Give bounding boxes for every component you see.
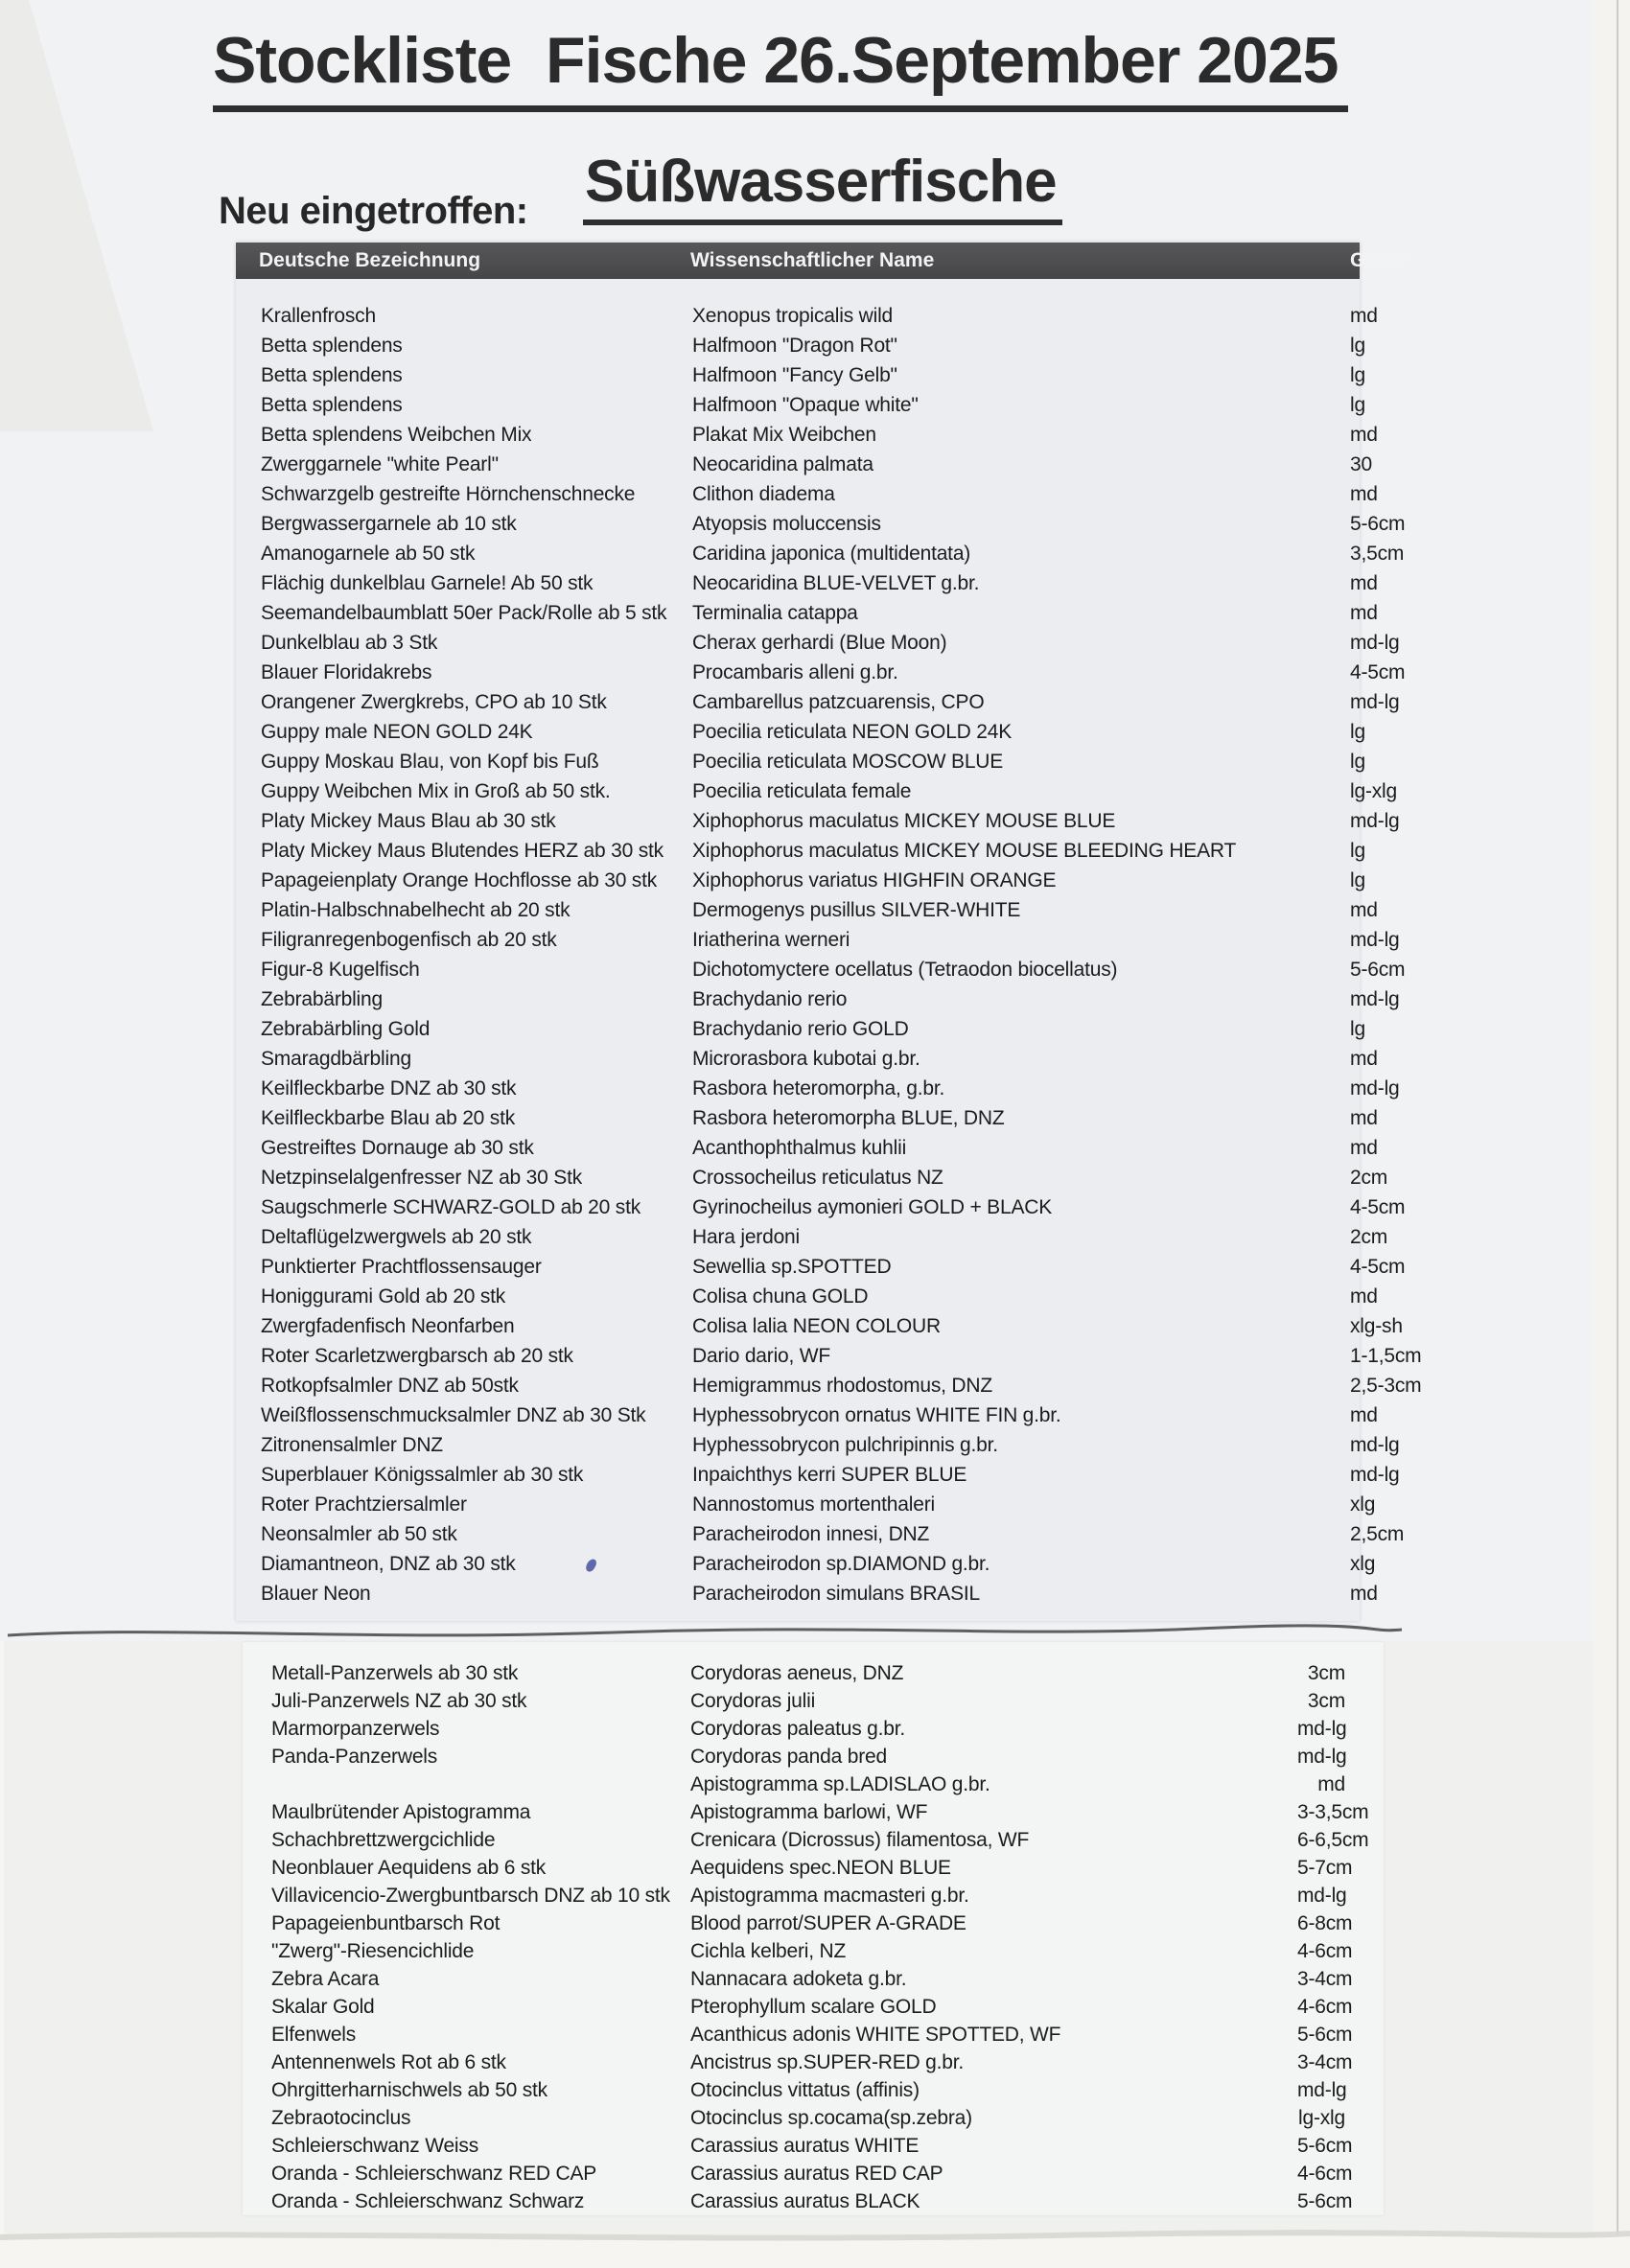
table-body-page2: [243, 1659, 1384, 2215]
table-row: [271, 2132, 1353, 2160]
size-cell: 5-6cm: [1350, 958, 1406, 981]
scientific-name-cell: Apistogramma barlowi, WF: [690, 1800, 928, 1823]
table-row: [261, 420, 1378, 450]
german-name-cell: Punktierter Prachtflossensauger: [261, 1255, 542, 1278]
table-row: [261, 450, 1372, 479]
size-cell: md: [1350, 1284, 1378, 1308]
scientific-name-cell: Xiphophorus maculatus MICKEY MOUSE BLUE: [692, 809, 1116, 832]
size-cell: 4-6cm: [1297, 1939, 1353, 1962]
size-cell: 5-6cm: [1297, 2023, 1353, 2046]
size-cell: md: [1317, 1772, 1345, 1795]
german-name-cell: Gestreiftes Dornauge ab 30 stk: [261, 1136, 534, 1159]
table-row: [271, 1937, 1353, 1965]
size-cell: 4-5cm: [1350, 660, 1406, 683]
size-cell: lg-xlg: [1298, 2106, 1345, 2129]
scientific-name-cell: Terminalia catappa: [692, 601, 858, 624]
table-row: [261, 1192, 1406, 1222]
scientific-name-cell: Pterophyllum scalare GOLD: [690, 1995, 937, 2018]
german-name-cell: Platy Mickey Maus Blau ab 30 stk: [261, 809, 556, 832]
scientific-name-cell: Cherax gerhardi (Blue Moon): [692, 631, 947, 654]
german-name-cell: Figur-8 Kugelfisch: [261, 958, 420, 981]
size-cell: 2cm: [1350, 1225, 1388, 1248]
scientific-name-cell: Dario dario, WF: [692, 1344, 831, 1367]
table-row: [261, 1014, 1365, 1044]
scientific-name-cell: Apistogramma sp.LADISLAO g.br.: [690, 1772, 990, 1795]
german-name-cell: Superblauer Königssalmler ab 30 stk: [261, 1463, 584, 1486]
size-cell: md: [1350, 423, 1378, 446]
table-row: [271, 1715, 1345, 1743]
table-row: [261, 1252, 1406, 1282]
column-header-scientific: Wissenschaftlicher Name: [690, 249, 935, 271]
german-name-cell: Zebrabärbling Gold: [261, 1017, 431, 1040]
german-name-cell: Zwerggarnele "white Pearl": [261, 452, 499, 475]
size-cell: 4-5cm: [1350, 1195, 1406, 1218]
size-cell: lg: [1350, 720, 1365, 743]
scientific-name-cell: Crenicara (Dicrossus) filamentosa, WF: [690, 1828, 1030, 1851]
table-row: [261, 1460, 1400, 1490]
german-name-cell: Blauer Neon: [261, 1582, 371, 1605]
german-name-cell: Guppy Moskau Blau, von Kopf bis Fuß: [261, 750, 599, 773]
size-cell: lg: [1350, 334, 1365, 357]
table-header: [236, 243, 1409, 279]
scientific-name-cell: Gyrinocheilus aymonieri GOLD + BLACK: [692, 1195, 1053, 1218]
table-row: [261, 479, 1378, 509]
scientific-name-cell: Rasbora heteromorpha BLUE, DNZ: [692, 1106, 1005, 1129]
column-header-size: Größe: [1350, 249, 1409, 271]
german-name-cell: Seemandelbaumblatt 50er Pack/Rolle ab 5 stk: [261, 601, 667, 624]
new-arrivals-label: Neu eingetroffen:: [219, 190, 528, 232]
table-row: [261, 806, 1400, 836]
german-name-cell: Bergwassergarnele ab 10 stk: [261, 512, 517, 535]
size-cell: md-lg: [1297, 1884, 1347, 1907]
size-cell: 1-1,5cm: [1350, 1344, 1422, 1367]
german-name-cell: Blauer Floridakrebs: [261, 660, 432, 683]
size-cell: 3-4cm: [1297, 2050, 1353, 2073]
table-row: [271, 1770, 1345, 1798]
german-name-cell: Schleierschwanz Weiss: [271, 2134, 478, 2157]
scientific-name-cell: Paracheirodon simulans BRASIL: [692, 1582, 981, 1605]
scientific-name-cell: Aequidens spec.NEON BLUE: [690, 1856, 951, 1879]
scientific-name-cell: Brachydanio rerio GOLD: [692, 1017, 909, 1040]
size-cell: md-lg: [1350, 809, 1400, 832]
size-cell: lg: [1350, 868, 1365, 891]
size-cell: 6-8cm: [1297, 1911, 1353, 1934]
german-name-cell: Guppy male NEON GOLD 24K: [261, 720, 533, 743]
size-cell: 2,5-3cm: [1350, 1374, 1422, 1397]
table-row: [261, 687, 1400, 717]
scientific-name-cell: Procambaris alleni g.br.: [692, 660, 898, 683]
german-name-cell: Schachbrettzwergcichlide: [271, 1828, 496, 1851]
german-name-cell: Roter Prachtziersalmler: [261, 1493, 467, 1516]
german-name-cell: Platy Mickey Maus Blutendes HERZ ab 30 stk: [261, 839, 664, 862]
category-heading: Süßwasserfische: [583, 148, 1062, 225]
table-row: [271, 2187, 1353, 2215]
table-row: [261, 955, 1406, 984]
table-row: [261, 895, 1378, 925]
table-row: [261, 776, 1397, 806]
size-cell: md: [1350, 1106, 1378, 1129]
table-row: [261, 568, 1378, 598]
table-row: [271, 1854, 1353, 1882]
size-cell: xlg: [1350, 1552, 1376, 1575]
size-cell: 3,5cm: [1350, 542, 1405, 565]
german-name-cell: Betta splendens Weibchen Mix: [261, 423, 532, 446]
table-row: [261, 658, 1406, 687]
table-row: [271, 2104, 1345, 2132]
scientific-name-cell: Sewellia sp.SPOTTED: [692, 1255, 892, 1278]
size-cell: md-lg: [1350, 690, 1400, 713]
german-name-cell: Keilfleckbarbe DNZ ab 30 stk: [261, 1076, 517, 1099]
size-cell: 4-5cm: [1350, 1255, 1406, 1278]
size-cell: 6-6,5cm: [1297, 1828, 1369, 1851]
german-name-cell: Maulbrütender Apistogramma: [271, 1800, 531, 1823]
size-cell: 5-6cm: [1350, 512, 1406, 535]
size-cell: md: [1350, 571, 1378, 594]
scientific-name-cell: Blood parrot/SUPER A-GRADE: [690, 1911, 966, 1934]
german-name-cell: Elfenwels: [271, 2023, 357, 2046]
german-name-cell: Saugschmerle SCHWARZ-GOLD ab 20 stk: [261, 1195, 641, 1218]
size-cell: lg: [1350, 750, 1365, 773]
size-cell: md: [1350, 482, 1378, 505]
table-row: [261, 984, 1400, 1014]
german-name-cell: Zitronensalmler DNZ: [261, 1433, 443, 1456]
size-cell: 2cm: [1350, 1166, 1388, 1189]
table-row: [271, 1965, 1353, 1993]
size-cell: md: [1350, 1047, 1378, 1070]
size-cell: md-lg: [1350, 987, 1400, 1010]
table-row: [261, 1341, 1422, 1371]
table-row: [261, 1490, 1376, 1519]
german-name-cell: Villavicencio-Zwergbuntbarsch DNZ ab 10 stk: [271, 1884, 670, 1907]
german-name-cell: Metall-Panzerwels ab 30 stk: [271, 1661, 519, 1684]
scientific-name-cell: Halfmoon "Dragon Rot": [692, 334, 897, 357]
scientific-name-cell: Corydoras aeneus, DNZ: [690, 1661, 904, 1684]
table-row: [261, 509, 1406, 539]
table-row: [261, 1282, 1378, 1311]
scientific-name-cell: Hemigrammus rhodostomus, DNZ: [692, 1374, 992, 1397]
size-cell: xlg: [1350, 1493, 1376, 1516]
german-name-cell: Flächig dunkelblau Garnele! Ab 50 stk: [261, 571, 594, 594]
german-name-cell: Oranda - Schleierschwanz Schwarz: [271, 2189, 585, 2212]
table-row: [261, 836, 1365, 866]
german-name-cell: Amanogarnele ab 50 stk: [261, 542, 476, 565]
table-row: [271, 2048, 1353, 2076]
table-row: [261, 390, 1365, 420]
table-row: [271, 2160, 1353, 2187]
table-row: [261, 1103, 1378, 1133]
scientific-name-cell: Poecilia reticulata female: [692, 779, 912, 802]
scientific-name-cell: Paracheirodon innesi, DNZ: [692, 1522, 930, 1545]
scientific-name-cell: Xiphophorus maculatus MICKEY MOUSE BLEEDING HEART: [692, 839, 1237, 862]
table-body-page1: [236, 301, 1422, 1608]
table-row: [261, 628, 1400, 658]
scientific-name-cell: Hara jerdoni: [692, 1225, 800, 1248]
table-row: [271, 1798, 1369, 1826]
table-row: [261, 1074, 1400, 1103]
scientific-name-cell: Carassius auratus WHITE: [690, 2134, 920, 2157]
stock-table-page2: [243, 1642, 1384, 2215]
size-cell: md: [1350, 898, 1378, 921]
german-name-cell: Marmorpanzerwels: [271, 1717, 440, 1740]
table-row: [261, 1222, 1388, 1252]
size-cell: 3-3,5cm: [1297, 1800, 1369, 1823]
scientific-name-cell: Poecilia reticulata NEON GOLD 24K: [692, 720, 1013, 743]
scientific-name-cell: Nannacara adoketa g.br.: [690, 1967, 907, 1990]
german-name-cell: Guppy Weibchen Mix in Groß ab 50 stk.: [261, 779, 611, 802]
scientific-name-cell: Xenopus tropicalis wild: [692, 304, 894, 327]
table-row: [261, 747, 1365, 776]
scientific-name-cell: Paracheirodon sp.DIAMOND g.br.: [692, 1552, 990, 1575]
german-name-cell: Oranda - Schleierschwanz RED CAP: [271, 2162, 597, 2185]
table-row: [261, 1163, 1388, 1192]
scientific-name-cell: Xiphophorus variatus HIGHFIN ORANGE: [692, 868, 1057, 891]
size-cell: 5-7cm: [1297, 1856, 1353, 1879]
stock-table-page1: [236, 243, 1422, 1621]
table-row: [261, 1133, 1378, 1163]
table-row: [271, 2021, 1353, 2048]
german-name-cell: Dunkelblau ab 3 Stk: [261, 631, 438, 654]
size-cell: md-lg: [1297, 1717, 1347, 1740]
german-name-cell: Betta splendens: [261, 393, 403, 416]
scientific-name-cell: Nannostomus mortenthaleri: [692, 1493, 935, 1516]
size-cell: lg: [1350, 393, 1365, 416]
table-row: [261, 1044, 1378, 1074]
scientific-name-cell: Halfmoon "Opaque white": [692, 393, 919, 416]
german-name-cell: Panda-Panzerwels: [271, 1745, 438, 1768]
german-name-cell: Zebra Acara: [271, 1967, 380, 1990]
scientific-name-cell: Colisa chuna GOLD: [692, 1284, 869, 1308]
german-name-cell: Zebraotocinclus: [271, 2106, 411, 2129]
german-name-cell: Zwergfadenfisch Neonfarben: [261, 1314, 515, 1337]
size-cell: 4-6cm: [1297, 2162, 1353, 2185]
size-cell: 3cm: [1307, 1661, 1345, 1684]
size-cell: md: [1350, 304, 1378, 327]
german-name-cell: Antennenwels Rot ab 6 stk: [271, 2050, 506, 2073]
scan-right-margin: [1594, 0, 1630, 2268]
table-row: [261, 1430, 1400, 1460]
table-row: [271, 1826, 1369, 1854]
size-cell: lg-xlg: [1350, 779, 1397, 802]
german-name-cell: Neonblauer Aequidens ab 6 stk: [271, 1856, 547, 1879]
size-cell: md-lg: [1350, 1433, 1400, 1456]
scientific-name-cell: Rasbora heteromorpha, g.br.: [692, 1076, 945, 1099]
scientific-name-cell: Dichotomyctere ocellatus (Tetraodon biocellatus): [692, 958, 1118, 981]
german-name-cell: Juli-Panzerwels NZ ab 30 stk: [271, 1689, 527, 1712]
scientific-name-cell: Neocaridina BLUE-VELVET g.br.: [692, 571, 980, 594]
scientific-name-cell: Dermogenys pusillus SILVER-WHITE: [692, 898, 1021, 921]
german-name-cell: "Zwerg"-Riesencichlide: [271, 1939, 475, 1962]
size-cell: xlg-sh: [1350, 1314, 1403, 1337]
scientific-name-cell: Hyphessobrycon ornatus WHITE FIN g.br.: [692, 1403, 1061, 1426]
table-row: [271, 1993, 1353, 2021]
size-cell: lg: [1350, 363, 1365, 386]
table-row: [261, 1549, 1376, 1579]
table-row: [261, 866, 1365, 895]
german-name-cell: Neonsalmler ab 50 stk: [261, 1522, 457, 1545]
scientific-name-cell: Halfmoon "Fancy Gelb": [692, 363, 897, 386]
size-cell: 5-6cm: [1297, 2189, 1353, 2212]
scientific-name-cell: Acanthicus adonis WHITE SPOTTED, WF: [690, 2023, 1061, 2046]
scientific-name-cell: Corydoras julii: [690, 1689, 816, 1712]
german-name-cell: Ohrgitterharnischwels ab 50 stk: [271, 2078, 547, 2101]
scientific-name-cell: Apistogramma macmasteri g.br.: [690, 1884, 969, 1907]
german-name-cell: Weißflossenschmucksalmler DNZ ab 30 Stk: [261, 1403, 646, 1426]
table-row: [271, 1687, 1345, 1715]
scientific-name-cell: Microrasbora kubotai g.br.: [692, 1047, 920, 1070]
table-row: [261, 1311, 1403, 1341]
scan-edge-line: [1617, 0, 1618, 2268]
german-name-cell: Betta splendens: [261, 363, 403, 386]
scientific-name-cell: Plakat Mix Weibchen: [692, 423, 876, 446]
scientific-name-cell: Corydoras paleatus g.br.: [690, 1717, 905, 1740]
table-row: [261, 1579, 1378, 1608]
page-title: Stockliste Fische 26.September 2025: [213, 23, 1348, 112]
table-row: [261, 598, 1378, 628]
scientific-name-cell: Atyopsis moluccensis: [692, 512, 881, 535]
sheet2-bottom-edge: [0, 2224, 1630, 2249]
table-row: [261, 1400, 1378, 1430]
table-row: [271, 1882, 1345, 1909]
table-row: [261, 331, 1365, 360]
german-name-cell: Skalar Gold: [271, 1995, 375, 2018]
scientific-name-cell: Poecilia reticulata MOSCOW BLUE: [692, 750, 1004, 773]
scientific-name-cell: Crossocheilus reticulatus NZ: [692, 1166, 943, 1189]
scientific-name-cell: Otocinclus vittatus (affinis): [690, 2078, 920, 2101]
scientific-name-cell: Carassius auratus RED CAP: [690, 2162, 943, 2185]
german-name-cell: Betta splendens: [261, 334, 403, 357]
scientific-name-cell: Cichla kelberi, NZ: [690, 1939, 847, 1962]
size-cell: md: [1350, 601, 1378, 624]
german-name-cell: Smaragdbärbling: [261, 1047, 411, 1070]
table-row: [271, 1909, 1353, 1937]
size-cell: 30: [1350, 452, 1372, 475]
scientific-name-cell: Acanthophthalmus kuhlii: [692, 1136, 907, 1159]
size-cell: lg: [1350, 1017, 1365, 1040]
german-name-cell: Honiggurami Gold ab 20 stk: [261, 1284, 506, 1308]
german-name-cell: Krallenfrosch: [261, 304, 376, 327]
scientific-name-cell: Inpaichthys kerri SUPER BLUE: [692, 1463, 967, 1486]
scientific-name-cell: Ancistrus sp.SUPER-RED g.br.: [690, 2050, 964, 2073]
scientific-name-cell: Iriatherina werneri: [692, 928, 850, 951]
table-row: [261, 539, 1405, 568]
table-row: [261, 717, 1365, 747]
german-name-cell: Papageienbuntbarsch Rot: [271, 1911, 501, 1934]
german-name-cell: Orangener Zwergkrebs, CPO ab 10 Stk: [261, 690, 607, 713]
german-name-cell: Diamantneon, DNZ ab 30 stk: [261, 1552, 516, 1575]
german-name-cell: Platin-Halbschnabelhecht ab 20 stk: [261, 898, 570, 921]
scientific-name-cell: Carassius auratus BLACK: [690, 2189, 920, 2212]
table-row: [261, 301, 1378, 331]
table-row: [261, 925, 1400, 955]
table-row: [261, 1371, 1422, 1400]
size-cell: 2,5cm: [1350, 1522, 1405, 1545]
scientific-name-cell: Hyphessobrycon pulchripinnis g.br.: [692, 1433, 998, 1456]
size-cell: md-lg: [1350, 631, 1400, 654]
scientific-name-cell: Clithon diadema: [692, 482, 835, 505]
size-cell: md: [1350, 1582, 1378, 1605]
scientific-name-cell: Corydoras panda bred: [690, 1745, 887, 1768]
size-cell: md: [1350, 1136, 1378, 1159]
size-cell: 4-6cm: [1297, 1995, 1353, 2018]
column-header-german: Deutsche Bezeichnung: [259, 249, 481, 271]
table-row: [271, 1659, 1345, 1687]
table-row: [271, 1743, 1345, 1770]
german-name-cell: Deltaflügelzwergwels ab 20 stk: [261, 1225, 532, 1248]
german-name-cell: Rotkopfsalmler DNZ ab 50stk: [261, 1374, 519, 1397]
size-cell: md-lg: [1350, 1076, 1400, 1099]
size-cell: md-lg: [1297, 1745, 1347, 1768]
table-row: [261, 360, 1365, 390]
german-name-cell: Keilfleckbarbe Blau ab 20 stk: [261, 1106, 516, 1129]
scientific-name-cell: Otocinclus sp.cocama(sp.zebra): [690, 2106, 972, 2129]
german-name-cell: Filigranregenbogenfisch ab 20 stk: [261, 928, 557, 951]
german-name-cell: Roter Scarletzwergbarsch ab 20 stk: [261, 1344, 573, 1367]
scientific-name-cell: Brachydanio rerio: [692, 987, 848, 1010]
scientific-name-cell: Colisa lalia NEON COLOUR: [692, 1314, 941, 1337]
size-cell: md: [1350, 1403, 1378, 1426]
size-cell: 3cm: [1307, 1689, 1345, 1712]
table-row: [261, 1519, 1405, 1549]
german-name-cell: Netzpinselalgenfresser NZ ab 30 Stk: [261, 1166, 582, 1189]
size-cell: 5-6cm: [1297, 2134, 1353, 2157]
scientific-name-cell: Neocaridina palmata: [692, 452, 873, 475]
german-name-cell: Zebrabärbling: [261, 987, 383, 1010]
size-cell: md-lg: [1297, 2078, 1347, 2101]
scientific-name-cell: Caridina japonica (multidentata): [692, 542, 971, 565]
size-cell: md-lg: [1350, 1463, 1400, 1486]
german-name-cell: Schwarzgelb gestreifte Hörnchenschnecke: [261, 482, 636, 505]
german-name-cell: Papageienplaty Orange Hochflosse ab 30 stk: [261, 868, 658, 891]
size-cell: lg: [1350, 839, 1365, 862]
size-cell: md-lg: [1350, 928, 1400, 951]
size-cell: 3-4cm: [1297, 1967, 1353, 1990]
table-row: [271, 2076, 1345, 2104]
scientific-name-cell: Cambarellus patzcuarensis, CPO: [692, 690, 985, 713]
